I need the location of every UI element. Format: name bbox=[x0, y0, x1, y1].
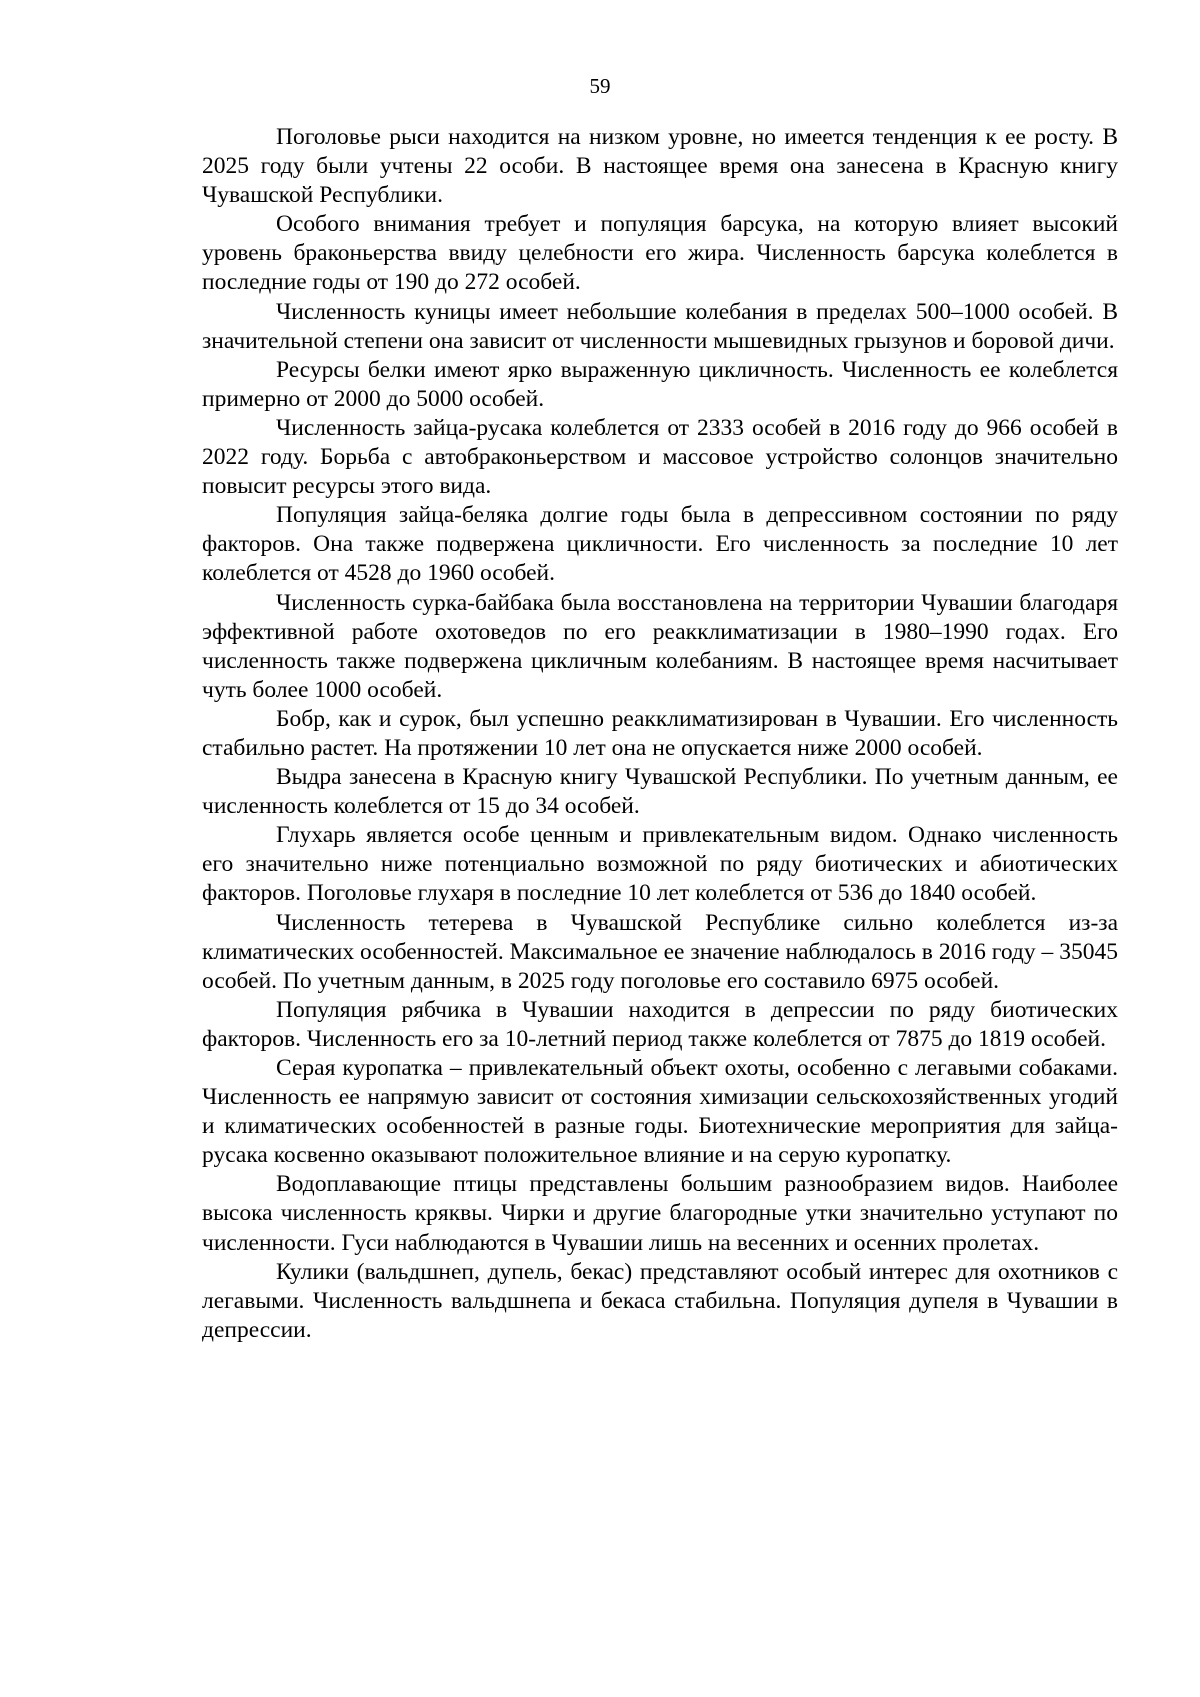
paragraph-badger: Особого внимания требует и популяция барсука, на которую влияет высокий уровень браконьерства ввиду целебности его жира. Численность барсука колеблется в последние годы от 190 до 272 особей. bbox=[202, 211, 1118, 296]
paragraph-lynx: Поголовье рыси находится на низком уровне, но имеется тенденция к ее росту. В 2025 году были учтены 22 особи. В настоящее время она занесена в Красную книгу Чувашской Республики. bbox=[202, 124, 1118, 209]
paragraph-squirrel: Ресурсы белки имеют ярко выраженную цикличность. Численность ее колеблется примерно от 2000 до 5000 особей. bbox=[202, 356, 1118, 412]
paragraph-waterfowl: Водоплавающие птицы представлены большим разнообразием видов. Наиболее высока численность кряквы. Чирки и другие благородные утки значительно уступают по численности. Гуси наблюдаются в Чувашии лишь на весенних и осенних пролетах. bbox=[202, 1171, 1118, 1256]
paragraph-beaver: Бобр, как и сурок, был успешно реакклиматизирован в Чувашии. Его численность стабильно растет. На протяжении 10 лет она не опускается ниже 2000 особей. bbox=[202, 705, 1118, 761]
paragraph-waders: Кулики (вальдшнеп, дупель, бекас) представляют особый интерес для охотников с легавыми. Численность вальдшнепа и бекаса стабильна. Популяция дупеля в Чувашии в депрессии. bbox=[202, 1258, 1118, 1343]
paragraph-hazel-grouse: Популяция рябчика в Чувашии находится в депрессии по ряду биотических факторов. Численность его за 10-летний период также колеблется от 7875 до 1819 особей. bbox=[202, 996, 1118, 1052]
paragraph-grey-partridge: Серая куропатка – привлекательный объект охоты, особенно с легавыми собаками. Численность ее напрямую зависит от состояния химизации сельскохозяйственных угодий и климатических особенностей в разные годы. Биотехнические мероприятия для зайца-русака косвенно оказывают положительное влияние и на серую куропатку. bbox=[202, 1055, 1118, 1169]
paragraph-otter: Выдра занесена в Красную книгу Чувашской Республики. По учетным данным, ее численность колеблется от 15 до 34 особей. bbox=[202, 764, 1118, 820]
paragraph-black-grouse: Численность тетерева в Чувашской Республике сильно колеблется из-за климатических особенностей. Максимальное ее значение наблюдалось в 2016 году – 35045 особей. По учетным данным, в 2025 году поголовье его составило 6975 особей. bbox=[202, 909, 1118, 994]
page-number: 59 bbox=[589, 74, 611, 98]
paragraph-marten: Численность куницы имеет небольшие колебания в пределах 500–1000 особей. В значительной степени она зависит от численности мышевидных грызунов и боровой дичи. bbox=[202, 298, 1118, 354]
paragraph-marmot: Численность сурка-байбака была восстановлена на территории Чувашии благодаря эффективной работе охотоведов по его реакклиматизации в 1980–1990 годах. Его численность также подвержена цикличным колебаниям. В настоящее время насчитывает чуть более 1000 особей. bbox=[202, 589, 1118, 703]
body-text bbox=[202, 123, 1118, 1345]
paragraph-white-hare: Популяция зайца-беляка долгие годы была в депрессивном состоянии по ряду факторов. Она также подвержена цикличности. Его численность за последние 10 лет колеблется от 4528 до 1960 особей. bbox=[202, 502, 1118, 587]
paragraph-brown-hare: Численность зайца-русака колеблется от 2333 особей в 2016 году до 966 особей в 2022 году. Борьба с автобраконьерством и массовое устройство солонцов значительно повысит ресурсы этого вида. bbox=[202, 414, 1118, 500]
paragraph-capercaillie: Глухарь является особе ценным и привлекательным видом. Однако численность его значительно ниже потенциально возможной по ряду биотических и абиотических факторов. Поголовье глухаря в последние 10 лет колеблется от 536 до 1840 особей. bbox=[202, 822, 1118, 907]
